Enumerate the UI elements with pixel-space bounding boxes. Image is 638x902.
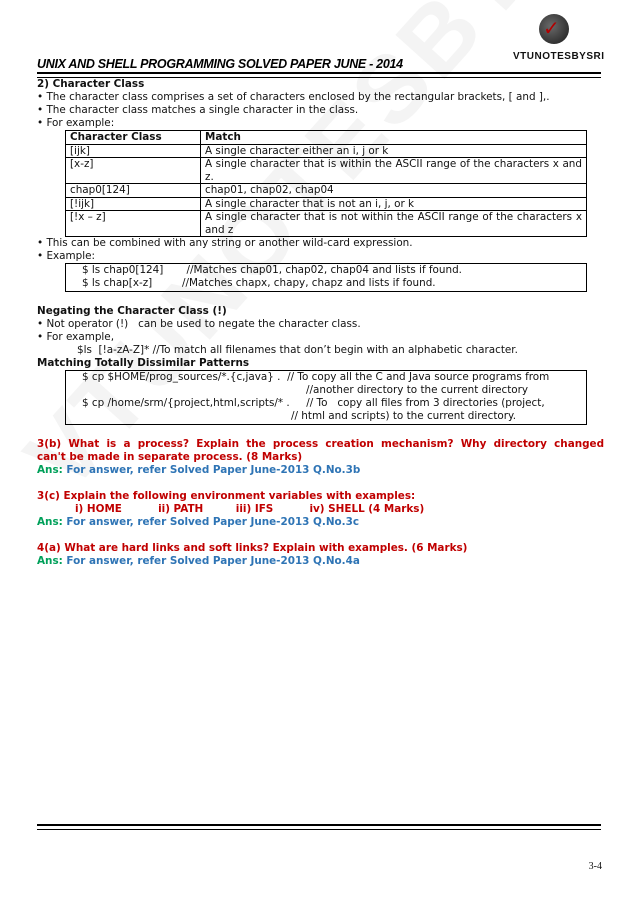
table-header-row [66,131,587,145]
table-cell: chap0[124] [66,184,201,198]
answer-line [37,464,601,477]
table-cell: [ijk] [66,144,201,158]
bullet-item: • For example, [37,331,601,344]
bullet-item: • Not operator (!) can be used to negate the character class. [37,318,601,331]
page-header-title: UNIX AND SHELL PROGRAMMING SOLVED PAPER JUNE - 2014 [37,57,403,71]
page-number: 3-4 [588,861,602,872]
section-heading: 2) Character Class [37,78,145,90]
bullet-item: • The character class comprises a set of characters enclosed by the rectangular brackets, [ and ],. [37,91,601,104]
code-line: $ ls chap0[124] //Matches chap01, chap02, chap04 and lists if found. [82,264,462,276]
table-cell: A single character that is within the ASCII range of the characters x and z. [201,158,587,184]
bullet-item: • The character class matches a single character in the class. [37,104,601,117]
code-line: $ cp /home/srm/{project,html,scripts/* . // To copy all files from 3 directories (project, [82,397,545,409]
answer-reference: For answer, refer Solved Paper June-2013 Q.No.3c [66,516,359,528]
logo-mark-icon: ✓ [543,16,560,40]
bullet-item: • Example: [37,250,601,263]
table-row [66,144,587,158]
question-text: can't be made in separate process. (8 Marks) [37,451,303,463]
question-text: i) HOME ii) PATH iii) IFS iv) SHELL (4 Marks) [75,503,425,515]
section-heading: Matching Totally Dissimilar Patterns [37,357,250,369]
answer-line [37,555,601,568]
table-cell: chap01, chap02, chap04 [201,184,587,198]
table-cell: A single character either an i, j or k [201,144,587,158]
answer-line [37,516,601,529]
table-row [66,197,587,211]
code-line: $ cp $HOME/prog_sources/*.{c,java} . // To copy all the C and Java source programs from [82,371,550,383]
table-cell: [!ijk] [66,197,201,211]
footer-rule [37,824,601,830]
character-class-table [65,130,587,237]
bullet-item: • For example: [37,117,601,130]
question-text: 3(c) Explain the following environment variables with examples: [37,490,416,502]
logo [513,12,605,62]
table-cell: A single character that is not an i, j, or k [201,197,587,211]
table-row [66,158,587,184]
table-header-cell: Match [201,131,587,145]
answer-reference: For answer, refer Solved Paper June-2013 Q.No.3b [66,464,361,476]
table-cell: [!x – z] [66,211,201,237]
answer-label: Ans: [37,516,63,528]
code-line: //another directory to the current directory [306,384,529,396]
code-line: // html and scripts) to the current directory. [291,410,517,422]
table-row [66,184,587,198]
question-text: 4(a) What are hard links and soft links? Explain with examples. (6 Marks) [37,542,468,554]
answer-label: Ans: [37,555,63,567]
question-text: 3(b) What is a process? Explain the process creation mechanism? Why directory changed [37,438,605,450]
code-line: $ls [!a-zA-Z]* //To match all filenames that don’t begin with an alphabetic character. [77,344,518,356]
logo-text: VTUNOTESBYSRI [513,51,605,62]
code-line: $ ls chap[x-z] //Matches chapx, chapy, chapz and lists if found. [82,277,436,289]
example-box [65,263,587,292]
table-header-cell: Character Class [66,131,201,145]
example-box [65,370,587,425]
answer-label: Ans: [37,464,63,476]
answer-reference: For answer, refer Solved Paper June-2013 Q.No.4a [66,555,360,567]
bullet-item: • This can be combined with any string or another wild-card expression. [37,237,601,250]
section-heading: Negating the Character Class (!) [37,305,227,317]
table-cell: [x-z] [66,158,201,184]
page-content [37,78,605,568]
table-cell: A single character that is not within the ASCII range of the characters x and z [201,211,587,237]
table-row [66,211,587,237]
